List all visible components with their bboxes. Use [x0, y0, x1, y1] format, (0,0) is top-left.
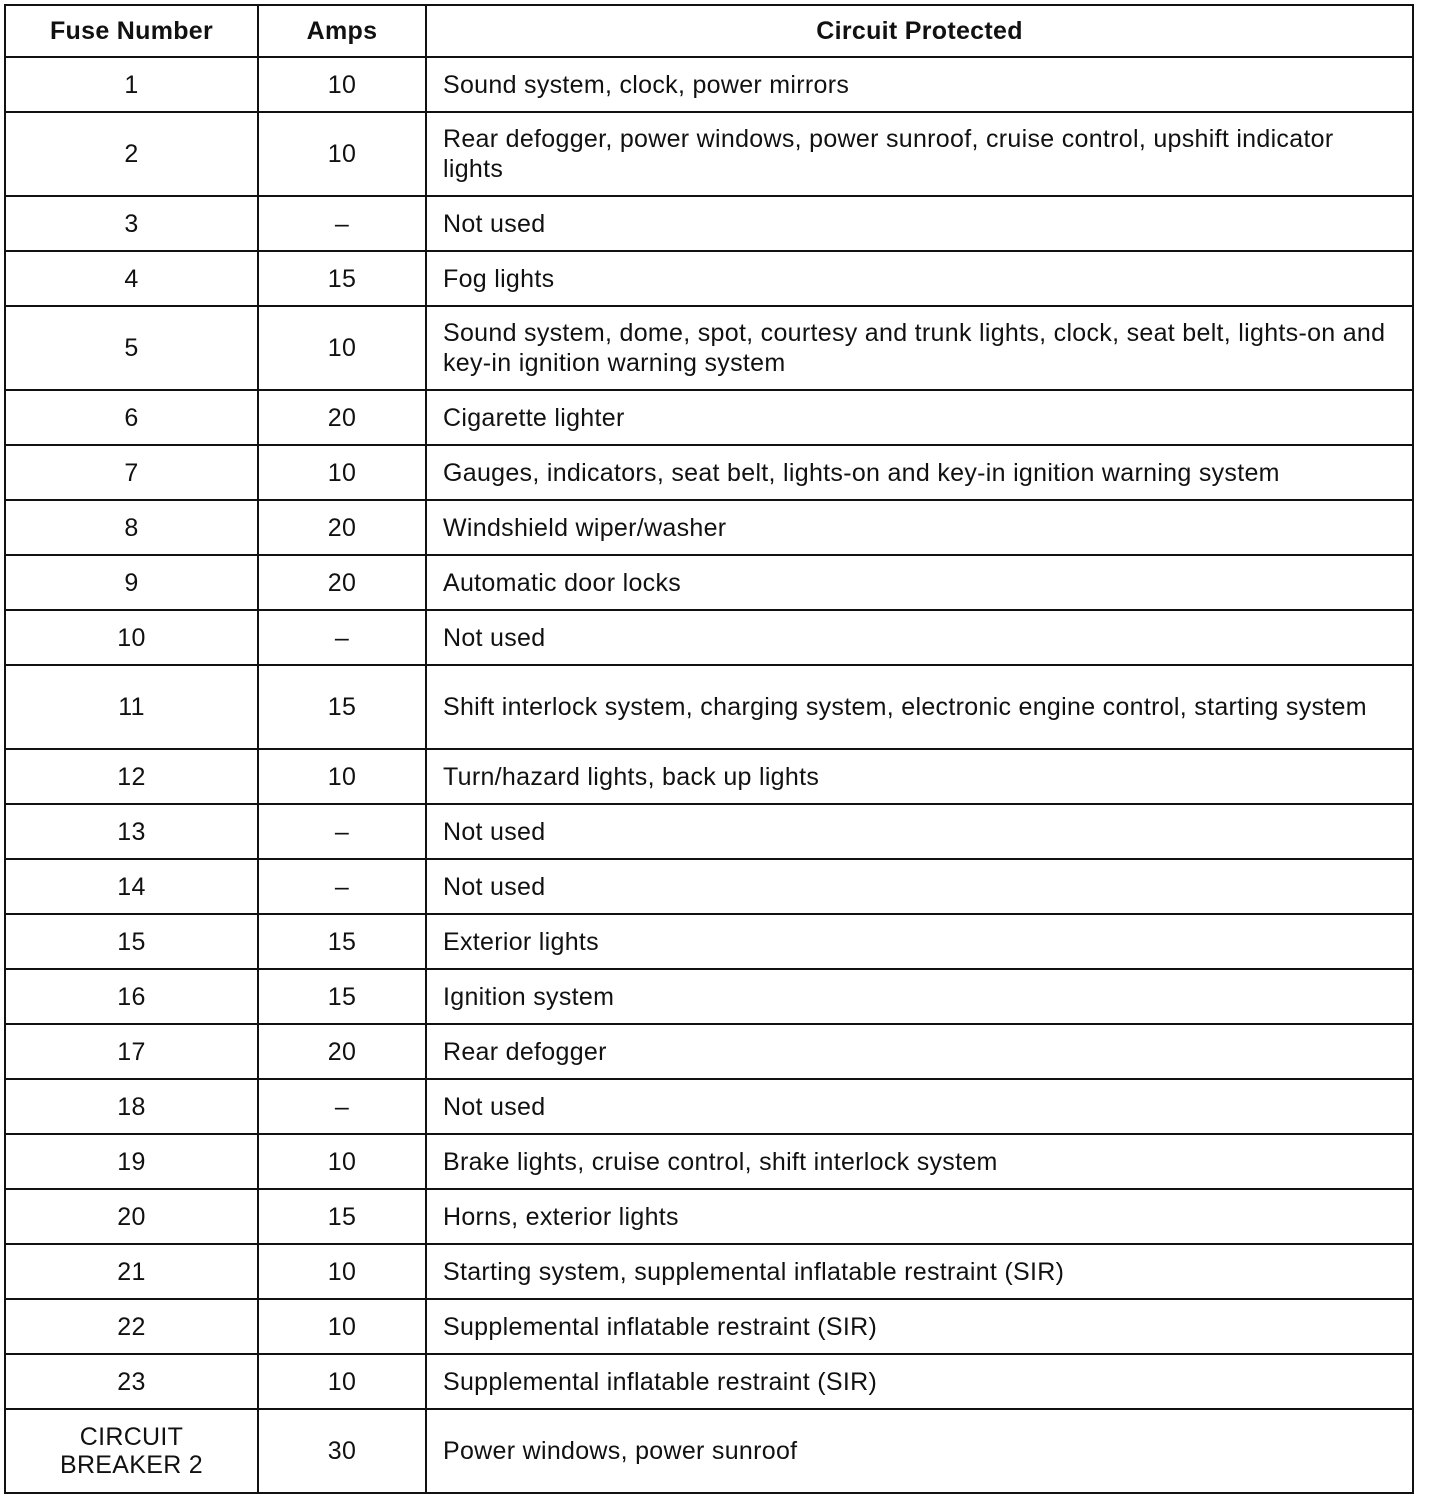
fuse-table [4, 4, 1414, 1494]
fuse-number-cell: 1 [5, 57, 258, 112]
table-row [5, 390, 1413, 445]
header-amps: Amps [258, 5, 426, 57]
fuse-number-cell: 18 [5, 1079, 258, 1134]
fuse-number-cell: 14 [5, 859, 258, 914]
amps-cell: 20 [258, 1024, 426, 1079]
fuse-number-cell: 13 [5, 804, 258, 859]
table-row [5, 251, 1413, 306]
breaker-label-line2: BREAKER 2 [59, 1451, 204, 1479]
circuit-cell: Not used [426, 1079, 1413, 1134]
breaker-label-line1: CIRCUIT [79, 1423, 184, 1451]
amps-cell: 10 [258, 57, 426, 112]
circuit-cell: Fog lights [426, 251, 1413, 306]
table-row [5, 610, 1413, 665]
amps-cell: 20 [258, 500, 426, 555]
amps-cell: 30 [258, 1409, 426, 1493]
circuit-cell: Ignition system [426, 969, 1413, 1024]
fuse-number-cell: 4 [5, 251, 258, 306]
header-row [5, 5, 1413, 57]
amps-cell: 20 [258, 555, 426, 610]
circuit-cell: Not used [426, 196, 1413, 251]
table-row [5, 1134, 1413, 1189]
table-row [5, 914, 1413, 969]
header-fuse-number: Fuse Number [5, 5, 258, 57]
fuse-number-cell: 23 [5, 1354, 258, 1409]
table-row [5, 196, 1413, 251]
fuse-number-cell: 7 [5, 445, 258, 500]
circuit-cell: Exterior lights [426, 914, 1413, 969]
amps-cell: – [258, 196, 426, 251]
circuit-cell: Cigarette lighter [426, 390, 1413, 445]
amps-cell: – [258, 804, 426, 859]
fuse-number-cell: 21 [5, 1244, 258, 1299]
fuse-number-cell: 2 [5, 112, 258, 196]
circuit-cell: Supplemental inflatable restraint (SIR) [426, 1299, 1413, 1354]
table-row [5, 969, 1413, 1024]
table-row [5, 1024, 1413, 1079]
amps-cell: 15 [258, 251, 426, 306]
table-row [5, 804, 1413, 859]
amps-cell: 10 [258, 445, 426, 500]
table-header [5, 5, 1413, 57]
amps-cell: – [258, 610, 426, 665]
circuit-cell: Gauges, indicators, seat belt, lights-on and key-in ignition warning system [426, 445, 1413, 500]
circuit-cell: Automatic door locks [426, 555, 1413, 610]
circuit-cell: Rear defogger, power windows, power sunroof, cruise control, upshift indicator lights [426, 112, 1413, 196]
table-row [5, 1189, 1413, 1244]
circuit-cell: Shift interlock system, charging system, electronic engine control, starting system [426, 665, 1413, 749]
fuse-number-cell: 9 [5, 555, 258, 610]
amps-cell: – [258, 859, 426, 914]
fuse-number-cell: 8 [5, 500, 258, 555]
circuit-cell: Sound system, clock, power mirrors [426, 57, 1413, 112]
table-row [5, 445, 1413, 500]
fuse-number-cell: 16 [5, 969, 258, 1024]
table-row [5, 749, 1413, 804]
fuse-number-cell: 12 [5, 749, 258, 804]
circuit-cell: Rear defogger [426, 1024, 1413, 1079]
circuit-cell: Not used [426, 859, 1413, 914]
table-row [5, 1354, 1413, 1409]
amps-cell: 15 [258, 969, 426, 1024]
table-row [5, 1079, 1413, 1134]
amps-cell: 20 [258, 390, 426, 445]
circuit-cell: Turn/hazard lights, back up lights [426, 749, 1413, 804]
amps-cell: 10 [258, 1244, 426, 1299]
amps-cell: 10 [258, 749, 426, 804]
table-row [5, 112, 1413, 196]
table-row [5, 665, 1413, 749]
circuit-cell: Not used [426, 804, 1413, 859]
table-row [5, 859, 1413, 914]
circuit-cell: Power windows, power sunroof [426, 1409, 1413, 1493]
amps-cell: – [258, 1079, 426, 1134]
fuse-number-cell: 17 [5, 1024, 258, 1079]
circuit-cell: Windshield wiper/washer [426, 500, 1413, 555]
amps-cell: 15 [258, 665, 426, 749]
fuse-number-cell: 19 [5, 1134, 258, 1189]
header-circuit-protected: Circuit Protected [426, 5, 1413, 57]
circuit-cell: Starting system, supplemental inflatable restraint (SIR) [426, 1244, 1413, 1299]
circuit-cell: Not used [426, 610, 1413, 665]
fuse-number-cell: 22 [5, 1299, 258, 1354]
table-row [5, 1299, 1413, 1354]
circuit-cell: Sound system, dome, spot, courtesy and trunk lights, clock, seat belt, lights-on and key-in ignition warning system [426, 306, 1413, 390]
fuse-number-cell: 5 [5, 306, 258, 390]
circuit-cell: Supplemental inflatable restraint (SIR) [426, 1354, 1413, 1409]
amps-cell: 10 [258, 1354, 426, 1409]
circuit-cell: Brake lights, cruise control, shift interlock system [426, 1134, 1413, 1189]
amps-cell: 10 [258, 306, 426, 390]
table-row [5, 57, 1413, 112]
fuse-number-cell: 15 [5, 914, 258, 969]
table-row [5, 1244, 1413, 1299]
table-row [5, 1409, 1413, 1493]
fuse-number-cell: 11 [5, 665, 258, 749]
fuse-number-cell: 3 [5, 196, 258, 251]
fuse-number-cell: 10 [5, 610, 258, 665]
fuse-number-cell: 6 [5, 390, 258, 445]
amps-cell: 10 [258, 1134, 426, 1189]
fuse-number-cell: 20 [5, 1189, 258, 1244]
table-row [5, 500, 1413, 555]
table-body [5, 57, 1413, 1493]
table-row [5, 306, 1413, 390]
table-row [5, 555, 1413, 610]
amps-cell: 15 [258, 1189, 426, 1244]
circuit-cell: Horns, exterior lights [426, 1189, 1413, 1244]
amps-cell: 10 [258, 112, 426, 196]
amps-cell: 10 [258, 1299, 426, 1354]
fuse-number-cell [5, 1409, 258, 1493]
amps-cell: 15 [258, 914, 426, 969]
